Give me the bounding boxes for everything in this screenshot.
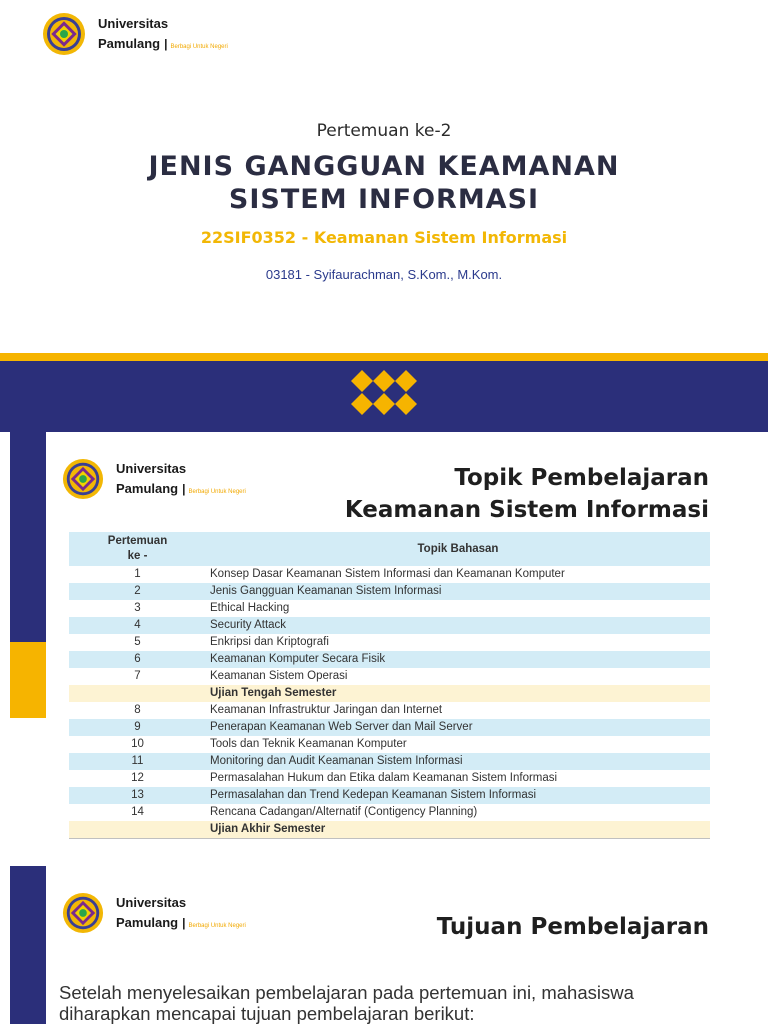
table-row — [69, 736, 710, 753]
objectives-intro-line2: diharapkan mencapai tujuan pembelajaran berikut: — [59, 1003, 475, 1024]
slide-title-line1: JENIS GANGGUAN KEAMANAN — [148, 151, 620, 182]
row-number: 1 — [134, 568, 141, 580]
unpam-emblem-icon — [62, 892, 104, 934]
table-row — [69, 787, 710, 804]
row-topic: Ujian Akhir Semester — [206, 821, 710, 839]
row-number: 5 — [134, 636, 141, 648]
side-accent-navy — [10, 432, 46, 642]
row-topic: Keamanan Infrastruktur Jaringan dan Internet — [210, 704, 443, 716]
table-row — [69, 804, 710, 821]
brand-separator: | — [182, 916, 186, 930]
row-topic: Penerapan Keamanan Web Server dan Mail Server — [206, 719, 710, 736]
topics-title-line1: Topik Pembelajaran — [454, 465, 709, 491]
objectives-intro-line1: Setelah menyelesaikan pembelajaran pada pertemuan ini, mahasiswa — [59, 982, 634, 1003]
brand-separator: | — [164, 37, 168, 51]
table-row — [69, 651, 710, 668]
table-row — [69, 566, 710, 583]
row-number: 13 — [69, 787, 206, 804]
row-topic: Keamanan Sistem Operasi — [210, 670, 348, 682]
row-topic: Konsep Dasar Keamanan Sistem Informasi dan Keamanan Komputer — [210, 568, 565, 580]
row-topic: Monitoring dan Audit Keamanan Sistem Informasi — [206, 753, 710, 770]
university-logo — [62, 458, 246, 500]
row-number — [69, 685, 206, 702]
row-number: 8 — [134, 704, 141, 716]
unpam-emblem-icon — [42, 12, 86, 56]
header-meeting-line2: ke - — [127, 550, 148, 562]
row-number: 6 — [69, 651, 206, 668]
row-topic: Keamanan Komputer Secara Fisik — [206, 651, 710, 668]
table-row — [69, 583, 710, 600]
objectives-slide — [0, 848, 768, 1024]
table-header — [69, 532, 710, 566]
course-code: 22SIF0352 - Keamanan Sistem Informasi — [200, 228, 568, 247]
row-topic: Rencana Cadangan/Alternatif (Contigency Planning) — [210, 806, 478, 818]
row-number: 11 — [69, 753, 206, 770]
row-topic: Permasalahan dan Trend Kedepan Keamanan Sistem Informasi — [206, 787, 710, 804]
row-number: 14 — [131, 806, 144, 818]
table-row — [69, 668, 710, 685]
brand-tagline: Berbagi Untuk Negeri — [170, 44, 228, 50]
side-accent-yellow — [10, 642, 46, 718]
table-row — [69, 702, 710, 719]
objectives-intro — [59, 982, 739, 1024]
exam-row — [69, 685, 710, 702]
row-number: 10 — [131, 738, 144, 750]
exam-row — [69, 821, 710, 839]
row-number — [69, 821, 206, 839]
header-meeting-line1: Pertemuan — [107, 535, 168, 547]
brand-name-line2: Pamulang — [98, 36, 161, 51]
brand-name-line1: Universitas — [98, 16, 169, 31]
brand-name-line1: Universitas — [116, 895, 187, 910]
diamond-pattern-icon — [0, 361, 768, 432]
brand-tagline: Berbagi Untuk Negeri — [188, 489, 246, 495]
row-number: 7 — [134, 670, 141, 682]
university-logo — [42, 12, 228, 56]
table-row — [69, 634, 710, 651]
unpam-emblem-icon — [62, 458, 104, 500]
row-topic: Ujian Tengah Semester — [206, 685, 710, 702]
row-number: 4 — [69, 617, 206, 634]
header-meeting — [69, 532, 206, 566]
header-topic: Topik Bahasan — [206, 532, 710, 566]
topics-slide — [0, 432, 768, 848]
table-row — [69, 770, 710, 787]
side-accent-navy — [10, 866, 46, 1024]
table-row — [69, 753, 710, 770]
row-topic: Enkripsi dan Kriptografi — [210, 636, 329, 648]
university-logo — [62, 892, 246, 934]
title-slide — [0, 0, 768, 432]
row-number: 9 — [69, 719, 206, 736]
row-topic: Jenis Gangguan Keamanan Sistem Informasi — [206, 583, 710, 600]
table-row — [69, 719, 710, 736]
brand-name-line2: Pamulang — [116, 481, 179, 496]
objectives-title: Tujuan Pembelajaran — [436, 914, 709, 940]
row-topic: Security Attack — [206, 617, 710, 634]
meeting-subtitle: Pertemuan ke-2 — [316, 121, 452, 141]
row-number: 12 — [131, 772, 144, 784]
row-topic: Tools dan Teknik Keamanan Komputer — [210, 738, 407, 750]
brand-tagline: Berbagi Untuk Negeri — [188, 923, 246, 929]
brand-separator: | — [182, 482, 186, 496]
topics-title — [345, 462, 709, 526]
row-topic: Ethical Hacking — [210, 602, 290, 614]
table-row — [69, 617, 710, 634]
slide-title — [0, 150, 768, 216]
brand-name-line1: Universitas — [116, 461, 187, 476]
brand-name-line2: Pamulang — [116, 915, 179, 930]
slide-title-line2: SISTEM INFORMASI — [228, 184, 540, 215]
row-number: 2 — [69, 583, 206, 600]
topics-table — [69, 532, 710, 839]
navy-band — [0, 361, 768, 432]
row-topic: Permasalahan Hukum dan Etika dalam Keamanan Sistem Informasi — [210, 772, 558, 784]
topics-title-line2: Keamanan Sistem Informasi — [344, 497, 709, 523]
yellow-stripe — [0, 353, 768, 361]
lecturer-name: 03181 - Syifaurachman, S.Kom., M.Kom. — [265, 267, 503, 282]
row-number: 3 — [134, 602, 141, 614]
table-row — [69, 600, 710, 617]
